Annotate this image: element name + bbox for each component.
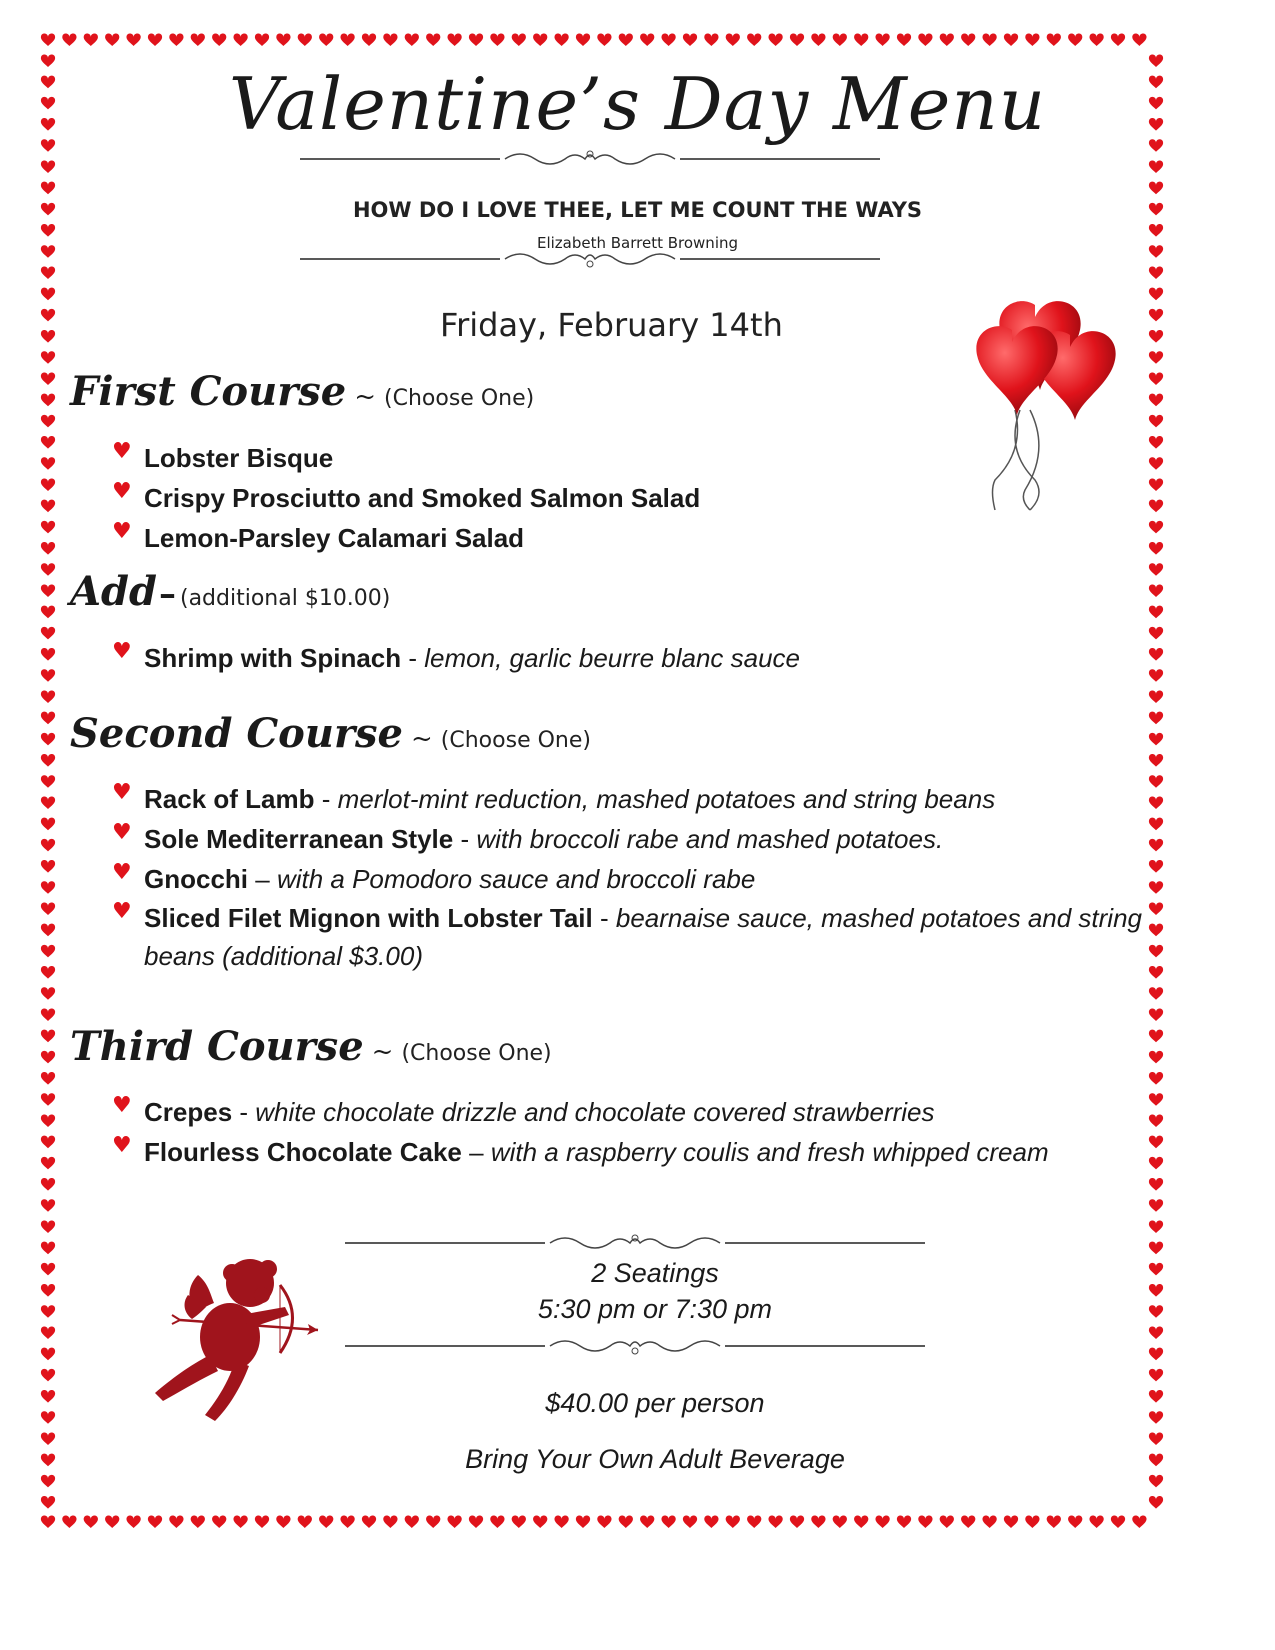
section-title: First Course [70,368,347,415]
border-heart-icon [704,33,718,46]
border-heart-icon [84,1515,98,1528]
border-heart-icon [490,1515,504,1528]
border-heart-icon [1111,33,1125,46]
border-heart-icon [726,1515,740,1528]
border-heart-icon [41,1072,55,1085]
border-heart-icon [1149,712,1163,725]
border-heart-icon [1089,1515,1103,1528]
border-heart-icon [41,1114,55,1127]
section-note: (additional $10.00) [179,586,391,611]
section-note: (Choose One) [440,728,591,753]
byob-note: Bring Your Own Adult Beverage [465,1444,845,1474]
border-heart-icon [640,33,654,46]
border-heart-icon [41,351,55,364]
border-heart-icon [1149,1051,1163,1064]
border-heart-icon [41,457,55,470]
border-heart-icon [41,606,55,619]
event-date: Friday, February 14th [440,306,783,344]
border-heart-icon [1149,690,1163,703]
border-heart-icon [405,1515,419,1528]
border-heart-icon [41,436,55,449]
border-heart-icon [897,1515,911,1528]
border-heart-icon [255,33,269,46]
border-heart-icon [41,1030,55,1043]
border-heart-icon [41,563,55,576]
border-heart-icon [768,1515,782,1528]
border-heart-icon [41,1390,55,1403]
seating-times: 5:30 pm or 7:30 pm [537,1294,773,1324]
border-heart-icon [961,1515,975,1528]
border-heart-icon [41,1411,55,1424]
border-heart-icon [918,33,932,46]
item-name: Crispy Prosciutto and Smoked Salmon Salad [144,483,701,513]
item-name: Lemon-Parsley Calamari Salad [144,523,525,553]
heart-bullet-icon: ♥ [112,479,132,504]
border-heart-icon [1149,1475,1163,1488]
quote-author: Elizabeth Barrett Browning [536,234,739,252]
border-heart-icon [875,33,889,46]
border-heart-icon [340,1515,354,1528]
border-heart-icon [768,33,782,46]
add-heading: Add– (additional $10.00) [70,568,391,615]
border-heart-icon [62,1515,76,1528]
border-heart-icon [961,33,975,46]
border-heart-icon [41,987,55,1000]
border-heart-icon [298,1515,312,1528]
menu-item [112,438,1192,478]
border-heart-icon [1149,606,1163,619]
border-heart-icon [918,1515,932,1528]
border-heart-icon [1068,1515,1082,1528]
border-heart-icon [41,1284,55,1297]
border-heart-icon [41,1348,55,1361]
border-heart-icon [1025,1515,1039,1528]
ornamental-divider-quote [300,246,880,272]
border-heart-icon [1149,1496,1163,1509]
border-heart-icon [41,1496,55,1509]
border-heart-icon [340,33,354,46]
border-heart-icon [105,33,119,46]
border-heart-icon [1149,1008,1163,1021]
border-heart-icon [41,1157,55,1170]
border-heart-icon [41,1305,55,1318]
item-name: Gnocchi [144,864,249,894]
border-heart-icon [1149,266,1163,279]
border-heart-icon [982,33,996,46]
border-heart-icon [1149,563,1163,576]
border-heart-icon [683,33,697,46]
border-heart-icon [41,733,55,746]
border-heart-icon [1149,1220,1163,1233]
item-description: merlot-mint reduction, mashed potatoes and string beans [337,784,996,814]
border-heart-icon [833,33,847,46]
border-heart-icon [811,33,825,46]
border-heart-icon [41,860,55,873]
item-name: Rack of Lamb [144,784,315,814]
border-heart-icon [1149,1348,1163,1361]
border-heart-icon [1132,1515,1146,1528]
border-heart-icon [191,33,205,46]
border-heart-icon [169,1515,183,1528]
heart-bullet-icon: ♥ [112,899,132,924]
border-heart-icon [1004,33,1018,46]
border-heart-icon [1149,1454,1163,1467]
border-heart-icon [169,33,183,46]
border-heart-icon [126,1515,140,1528]
section-note: (Choose One) [401,1041,552,1066]
item-description: lemon, garlic beurre blanc sauce [424,643,801,673]
item-name: Sliced Filet Mignon with Lobster Tail [144,903,593,933]
menu-title: Valentine’s Day Menu [228,62,1047,146]
item-name: Lobster Bisque [144,443,334,473]
border-heart-icon [41,330,55,343]
border-heart-icon [619,1515,633,1528]
border-heart-icon [41,669,55,682]
border-heart-icon [62,33,76,46]
border-heart-icon [41,966,55,979]
border-heart-icon [41,818,55,831]
heart-bullet-icon: ♥ [112,860,132,885]
border-heart-icon [490,33,504,46]
border-heart-icon [383,1515,397,1528]
item-description: with a raspberry coulis and fresh whipped cream [490,1137,1049,1167]
menu-item: ♥ Sliced Filet Mignon with Lobster Tail - bearnaise sauce, mashed potatoes and string beans (additional $3.00) [112,899,1192,975]
border-heart-icon [747,1515,761,1528]
border-heart-icon [1149,584,1163,597]
border-heart-icon [533,33,547,46]
border-heart-icon [41,394,55,407]
border-heart-icon [1089,33,1103,46]
border-heart-icon [41,775,55,788]
border-heart-icon [255,1515,269,1528]
border-heart-icon [41,160,55,173]
border-heart-icon [41,1199,55,1212]
border-heart-icon [212,33,226,46]
border-heart-icon [512,33,526,46]
section-title: Add [70,568,157,615]
border-heart-icon [41,415,55,428]
price: $40.00 per person [545,1388,765,1418]
border-heart-icon [790,33,804,46]
border-heart-icon [41,1263,55,1276]
border-heart-icon [1068,33,1082,46]
border-heart-icon [41,1051,55,1064]
border-heart-icon [554,33,568,46]
border-heart-icon [362,1515,376,1528]
border-heart-icon [41,1093,55,1106]
border-heart-icon [747,33,761,46]
heart-bullet-icon: ♥ [112,780,132,805]
menu-item: ♥ Gnocchi – with a Pomodoro sauce and broccoli rabe [112,859,1192,899]
border-heart-icon [1149,1369,1163,1382]
section-title: Third Course [70,1023,364,1070]
first-course-heading: First Course ~ (Choose One) [70,368,535,415]
border-heart-icon [704,1515,718,1528]
border-heart-icon [41,648,55,661]
border-heart-icon [41,924,55,937]
border-heart-icon [41,881,55,894]
border-heart-icon [554,1515,568,1528]
third-course-heading: Third Course ~ (Choose One) [70,1023,552,1070]
item-description: bearnaise sauce, mashed potatoes and string beans (additional $3.00) [144,903,1142,971]
border-heart-icon [447,1515,461,1528]
border-heart-icon [405,33,419,46]
border-heart-icon [84,33,98,46]
border-heart-icon [469,33,483,46]
border-heart-icon [41,1220,55,1233]
border-heart-icon [41,1178,55,1191]
border-heart-icon [41,839,55,852]
menu-item [112,478,1192,518]
border-heart-icon [875,1515,889,1528]
menu-item: ♥ Flourless Chocolate Cake – with a raspberry coulis and fresh whipped cream [112,1132,1192,1172]
border-heart-icon [1004,1515,1018,1528]
border-heart-icon [212,1515,226,1528]
border-heart-icon [1149,754,1163,767]
border-heart-icon [1149,1305,1163,1318]
border-heart-icon [148,33,162,46]
border-heart-icon [726,33,740,46]
second-course-heading: Second Course ~ (Choose One) [70,710,591,757]
border-heart-icon [597,1515,611,1528]
border-heart-icon [41,372,55,385]
border-heart-icon [41,945,55,958]
border-heart-icon [619,33,633,46]
border-heart-icon [41,754,55,767]
border-heart-icon [533,1515,547,1528]
border-heart-icon [1111,1515,1125,1528]
menu-item: ♥ Crepes - white chocolate drizzle and chocolate covered strawberries [112,1092,1192,1132]
border-heart-icon [683,1515,697,1528]
section-title: Second Course [70,710,403,757]
cupid-illustration [150,1255,325,1425]
border-heart-icon [148,1515,162,1528]
border-heart-icon [41,1008,55,1021]
border-heart-icon [1047,33,1061,46]
border-heart-icon [276,33,290,46]
border-heart-icon [1149,1199,1163,1212]
border-heart-icon [1149,1263,1163,1276]
item-description: with broccoli rabe and mashed potatoes. [476,824,944,854]
border-heart-icon [897,33,911,46]
border-heart-icon [576,33,590,46]
border-heart-icon [383,33,397,46]
border-heart-icon [1149,1326,1163,1339]
border-heart-icon [41,796,55,809]
border-heart-icon [1149,1178,1163,1191]
border-heart-icon [41,1475,55,1488]
item-name: Sole Mediterranean Style [144,824,454,854]
border-heart-icon [41,500,55,513]
border-heart-icon [105,1515,119,1528]
border-heart-icon [1149,160,1163,173]
border-heart-icon [41,1136,55,1149]
border-heart-icon [126,33,140,46]
menu-item [112,518,1192,558]
border-heart-icon [1149,1411,1163,1424]
border-heart-icon [940,1515,954,1528]
item-description: white chocolate drizzle and chocolate covered strawberries [255,1097,935,1127]
border-heart-icon [1149,733,1163,746]
border-heart-icon [41,521,55,534]
border-heart-icon [319,1515,333,1528]
item-description: with a Pomodoro sauce and broccoli rabe [276,864,756,894]
border-heart-icon [940,33,954,46]
border-heart-icon [1149,288,1163,301]
border-heart-icon [191,1515,205,1528]
heart-bullet-icon: ♥ [112,439,132,464]
border-heart-icon [640,1515,654,1528]
border-heart-icon [41,1454,55,1467]
border-heart-icon [811,1515,825,1528]
border-heart-icon [982,1515,996,1528]
heart-bullet-icon: ♥ [112,1093,132,1118]
border-heart-icon [597,33,611,46]
border-heart-icon [233,33,247,46]
border-heart-icon [426,1515,440,1528]
border-heart-icon [1149,1432,1163,1445]
border-heart-icon [41,1242,55,1255]
heart-bullet-icon: ♥ [112,519,132,544]
border-heart-icon [41,288,55,301]
border-heart-icon [661,1515,675,1528]
menu-item: ♥ Shrimp with Spinach - lemon, garlic beurre blanc sauce [112,638,1192,678]
border-heart-icon [233,1515,247,1528]
section-note: (Choose One) [384,386,535,411]
border-heart-icon [1047,1515,1061,1528]
border-heart-icon [1025,33,1039,46]
ornamental-divider-top [300,146,880,172]
border-heart-icon [512,1515,526,1528]
border-heart-icon [41,712,55,725]
border-heart-icon [426,33,440,46]
item-name: Flourless Chocolate Cake [144,1137,462,1167]
border-heart-icon [41,542,55,555]
border-heart-icon [1132,33,1146,46]
border-heart-icon [661,33,675,46]
border-heart-icon [1149,987,1163,1000]
border-heart-icon [1149,1030,1163,1043]
border-heart-icon [1149,1390,1163,1403]
heart-bullet-icon: ♥ [112,820,132,845]
quote: HOW DO I LOVE THEE, LET ME COUNT THE WAYS [352,198,923,222]
border-heart-icon [1149,1242,1163,1255]
border-heart-icon [854,33,868,46]
border-heart-icon [1149,182,1163,195]
border-heart-icon [41,627,55,640]
border-heart-icon [469,1515,483,1528]
item-name: Crepes [144,1097,233,1127]
border-heart-icon [447,33,461,46]
border-heart-icon [41,33,55,46]
border-heart-icon [362,33,376,46]
border-heart-icon [790,1515,804,1528]
menu-item: ♥ Sole Mediterranean Style - with broccoli rabe and mashed potatoes. [112,819,1192,859]
border-heart-icon [41,1369,55,1382]
border-heart-icon [41,309,55,322]
border-heart-icon [41,1326,55,1339]
menu-item: ♥ Rack of Lamb - merlot-mint reduction, mashed potatoes and string beans [112,779,1192,819]
ornamental-divider-footer-bottom [345,1333,925,1359]
border-heart-icon [41,690,55,703]
border-heart-icon [41,584,55,597]
border-heart-icon [854,1515,868,1528]
heart-bullet-icon: ♥ [112,639,132,664]
heart-bullet-icon: ♥ [112,1133,132,1158]
ornamental-divider-footer-top [345,1230,925,1256]
border-heart-icon [41,266,55,279]
border-heart-icon [576,1515,590,1528]
border-heart-icon [1149,1284,1163,1297]
border-heart-icon [319,33,333,46]
border-heart-icon [41,1432,55,1445]
item-name: Shrimp with Spinach [144,643,402,673]
border-heart-icon [41,478,55,491]
border-heart-icon [41,1515,55,1528]
border-heart-icon [41,902,55,915]
border-heart-icon [276,1515,290,1528]
seatings-label: 2 Seatings [591,1258,719,1288]
border-heart-icon [833,1515,847,1528]
border-heart-icon [298,33,312,46]
border-heart-icon [41,182,55,195]
border-heart-icon [1149,1072,1163,1085]
